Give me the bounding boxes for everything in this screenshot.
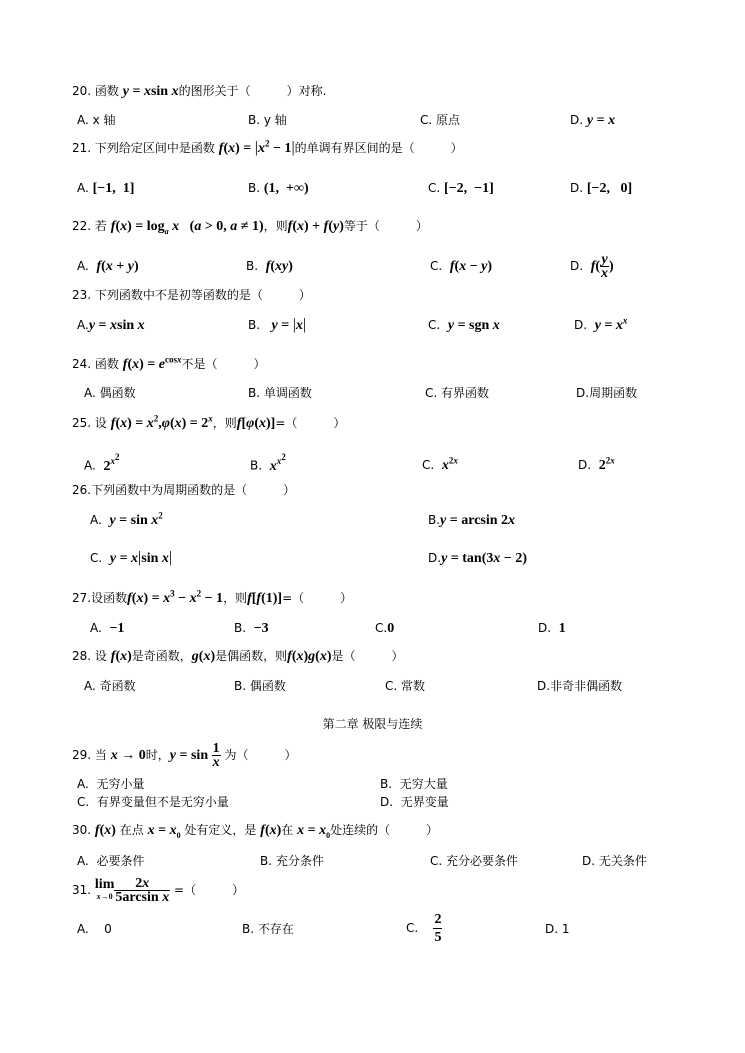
option-b: B. (1, +∞): [248, 181, 309, 196]
question-27-stem: 27.设函数$f(x) = x^3 - x^2 - 1$，则f[f(1)]=（ ）: [72, 588, 353, 606]
question-26-stem: 26.下列函数中为周期函数的是（ ）: [72, 483, 296, 497]
math-expression: g(x): [191, 649, 216, 664]
option-c: C. [−2, −1]: [428, 181, 494, 196]
math-expression: y = xsin x: [122, 84, 179, 99]
option-c: C. $x^{2x}$: [422, 455, 458, 473]
math-expression: y = sin $\frac{1}{x}$: [169, 741, 220, 771]
option-a: A. x 轴: [77, 113, 116, 127]
option-a: A.y = xsin x: [77, 318, 145, 333]
option-d: D. 无界变量: [380, 795, 449, 809]
option-b: B. y = |x|: [248, 316, 307, 333]
math-expression: f(x): [110, 649, 132, 664]
option-d: D. $2^{2x}$: [578, 455, 615, 473]
option-c: C. 充分必要条件: [430, 854, 519, 868]
question-28-stem: 28. 设 f(x)是奇函数，g(x)是偶函数，则f(x)g(x)是（ ）: [72, 649, 404, 664]
option-d: D. 1: [538, 621, 566, 636]
question-20-stem: 20. 函数 y = xsin x的图形关于（ ）对称.: [72, 84, 327, 99]
option-a: A. 偶函数: [84, 386, 136, 400]
option-d: D. 1: [545, 922, 570, 936]
math-expression: $f(x) = e^{cosx}$: [122, 354, 182, 372]
option-b: B. 偶函数: [234, 679, 286, 693]
option-a: A. 奇函数: [84, 679, 136, 693]
option-b: B. 充分条件: [260, 854, 324, 868]
option-b: B.y = arcsin 2x: [428, 513, 516, 528]
option-c: C. y = x|sin x|: [90, 549, 173, 566]
math-expression: $x = x_0$: [297, 823, 331, 840]
math-expression: f[φ(x)]: [236, 416, 276, 431]
option-d: D. f( $\frac{y}{x}$ ): [570, 252, 614, 282]
math-expression: $x = x_0$: [147, 823, 181, 840]
math-expression: $f(x) = \log_a x$ (a > 0, a ≠ 1): [110, 219, 264, 236]
math-expression: $f(x) = x^2,\varphi(x) = 2^x$: [110, 413, 213, 431]
option-b: B. f(xy): [246, 259, 293, 274]
math-expression: f(x): [260, 823, 282, 838]
option-c: C. $\frac{2}{5}$: [406, 912, 442, 946]
option-a: A. −1: [90, 621, 125, 636]
option-a: A. 无穷小量: [77, 777, 145, 791]
option-c: C. f(x − y): [430, 259, 493, 274]
option-a: A. 必要条件: [77, 854, 145, 868]
option-d: D. [−2, 0]: [570, 181, 633, 196]
option-b: B. y 轴: [248, 113, 287, 127]
option-d: D.y = tan(3x − 2): [428, 551, 528, 566]
option-b: B. 不存在: [242, 922, 294, 936]
question-23-stem: 23. 下列函数中不是初等函数的是（ ）: [72, 288, 311, 302]
math-expression: f(x)g(x): [287, 649, 332, 664]
question-24-stem: 24. 函数 $f(x) = e^{cosx}$不是（ ）: [72, 354, 266, 372]
question-30-stem: 30. f(x) 在点 $x = x_0$ 处有定义，是 f(x)在 $x = x_0$处连续的（ ）: [72, 823, 439, 840]
option-b: B. 无穷大量: [380, 777, 448, 791]
option-a: A. $2^{x^2}$: [84, 452, 120, 474]
question-29-stem: 29. 当 x → 0时，y = sin $\frac{1}{x}$ 为（ ）: [72, 741, 297, 771]
option-b: B. 单调函数: [248, 386, 312, 400]
math-expression: $f(x) = x^3 - x^2 - 1$: [127, 588, 224, 606]
math-expression: f(x) + f(y): [287, 219, 344, 234]
option-c: C. 有界变量但不是无穷小量: [77, 795, 229, 809]
option-a: A. 0: [77, 922, 112, 936]
math-expression: f[f(1)]: [247, 591, 283, 606]
question-22-stem: 22. 若 $f(x) = \log_a x$ (a > 0, a ≠ 1)，则f(x) + f(y)等于（ ）: [72, 219, 428, 236]
question-31-stem: 31. lim x→0 $\frac{2x}{\text{5arcsin x}}$ =（ ）: [72, 876, 245, 906]
option-d: D. 无关条件: [582, 854, 647, 868]
option-d: D.周期函数: [576, 386, 638, 400]
option-d: D. $y = x^x$: [574, 315, 628, 333]
option-a: A. f(x + y): [77, 259, 139, 274]
option-d: D.非奇非偶函数: [537, 679, 623, 693]
math-expression: lim x→0 $\frac{2x}{\text{5arcsin x}}$: [94, 876, 170, 906]
math-expression: x → 0: [110, 748, 146, 763]
option-c: C.0: [375, 621, 395, 636]
option-c: C. 有界函数: [425, 386, 490, 400]
option-a: A. [−1, 1]: [77, 181, 135, 196]
option-b: B. $x^{x^2}$: [250, 452, 286, 474]
question-25-stem: 25. 设 $f(x) = x^2,\varphi(x) = 2^x$，则f[φ(x)]=（ ）: [72, 413, 346, 431]
option-c: C. 原点: [420, 113, 461, 127]
math-expression: $f(x) = |x^2 - 1|$: [218, 138, 295, 156]
option-d: D. y = x: [570, 113, 616, 128]
option-c: C. y = sgn x: [428, 318, 500, 333]
question-21-stem: 21. 下列给定区间中是函数 $f(x) = |x^2 - 1|$的单调有界区间的是（ ）: [72, 138, 463, 156]
option-a: A. $y = \sin x^2$: [90, 510, 163, 528]
chapter-title: 第二章 极限与连续: [322, 717, 423, 731]
option-c: C. 常数: [385, 679, 426, 693]
option-b: B. −3: [234, 621, 269, 636]
math-expression: f(x): [94, 823, 116, 838]
